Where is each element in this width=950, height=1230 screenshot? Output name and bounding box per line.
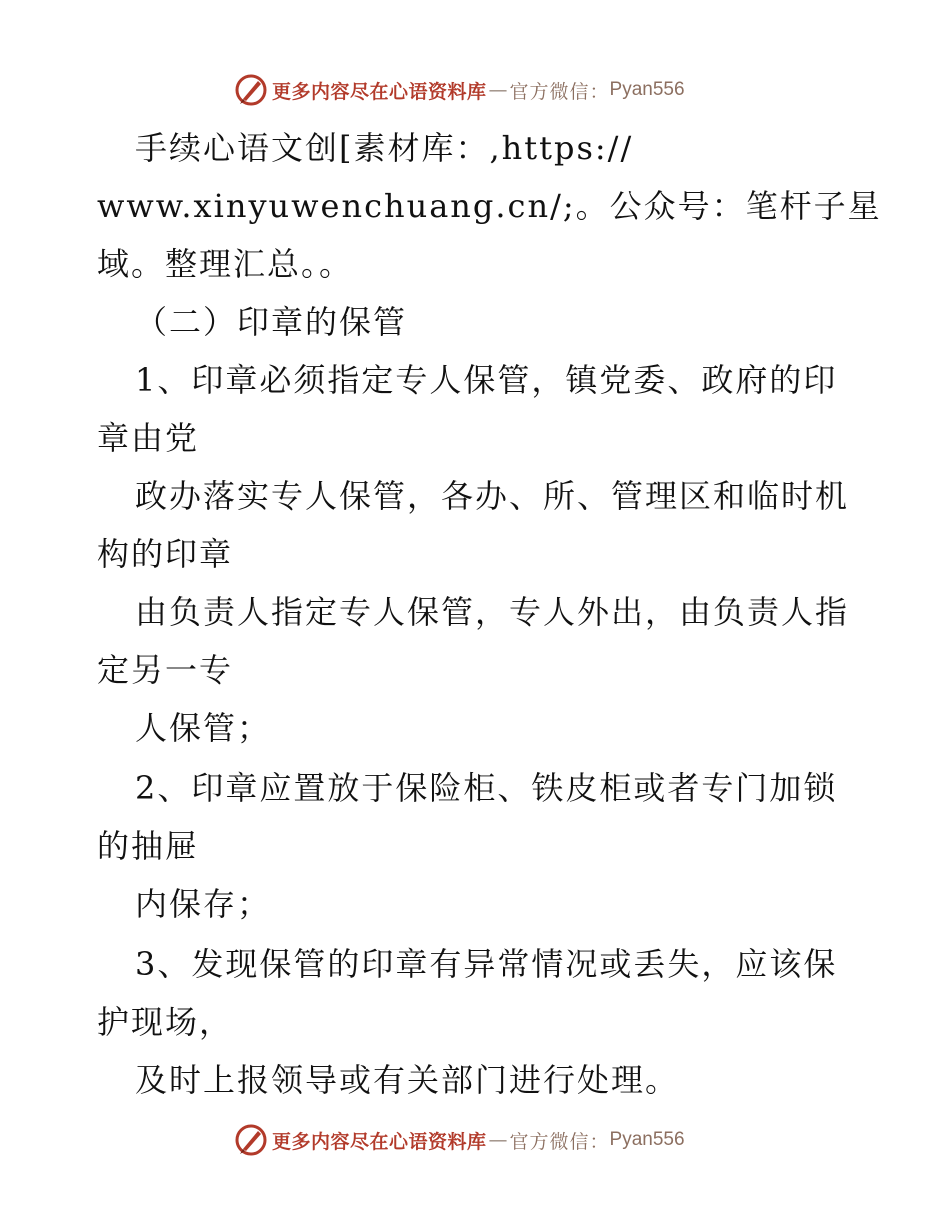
watermark-main-text: 更多内容尽在心语资料库 bbox=[272, 80, 487, 103]
text-line: 域。整理汇总。。 bbox=[97, 245, 354, 283]
quill-pen-circle-icon bbox=[234, 73, 268, 107]
text-line: 政办落实专人保管，各办、所、管理区和临时机 bbox=[135, 477, 850, 515]
quill-pen-circle-icon bbox=[234, 1123, 268, 1157]
text-line: 2、印章应置放于保险柜、铁皮柜或者专门加锁 bbox=[135, 769, 838, 807]
text-line: 由负责人指定专人保管，专人外出，由负责人指 bbox=[135, 593, 850, 631]
watermark-wechat-label: 官方微信： bbox=[509, 80, 610, 103]
watermark-wechat-id: Pyan556 bbox=[609, 79, 685, 100]
section-heading: （二）印章的保管 bbox=[135, 303, 408, 341]
text-line: 人保管； bbox=[135, 709, 272, 747]
text-line: 1、印章必须指定专人保管，镇党委、政府的印 bbox=[135, 361, 838, 399]
text-line: 章由党 bbox=[97, 419, 200, 457]
text-line: 手续心语文创[素材库：,https:// bbox=[135, 129, 634, 167]
text-line: 定另一专 bbox=[97, 651, 234, 689]
text-line: 内保存； bbox=[135, 885, 272, 923]
header-watermark bbox=[234, 72, 685, 108]
text-line: 及时上报领导或有关部门进行处理。 bbox=[135, 1061, 680, 1099]
watermark-separator: — bbox=[488, 1129, 508, 1151]
footer-watermark bbox=[234, 1122, 685, 1158]
watermark-main-text: 更多内容尽在心语资料库 bbox=[272, 1130, 487, 1153]
watermark-wechat-label: 官方微信： bbox=[509, 1130, 610, 1153]
watermark-separator: — bbox=[488, 79, 508, 101]
text-line: 3、发现保管的印章有异常情况或丢失，应该保 bbox=[135, 945, 838, 983]
text-line: www.xinyuwenchuang.cn/;。公众号：笔杆子星 bbox=[97, 187, 882, 225]
text-line: 护现场， bbox=[97, 1003, 234, 1041]
watermark-wechat-id: Pyan556 bbox=[609, 1129, 685, 1150]
text-line: 构的印章 bbox=[97, 535, 234, 573]
text-line: 的抽屉 bbox=[97, 827, 200, 865]
